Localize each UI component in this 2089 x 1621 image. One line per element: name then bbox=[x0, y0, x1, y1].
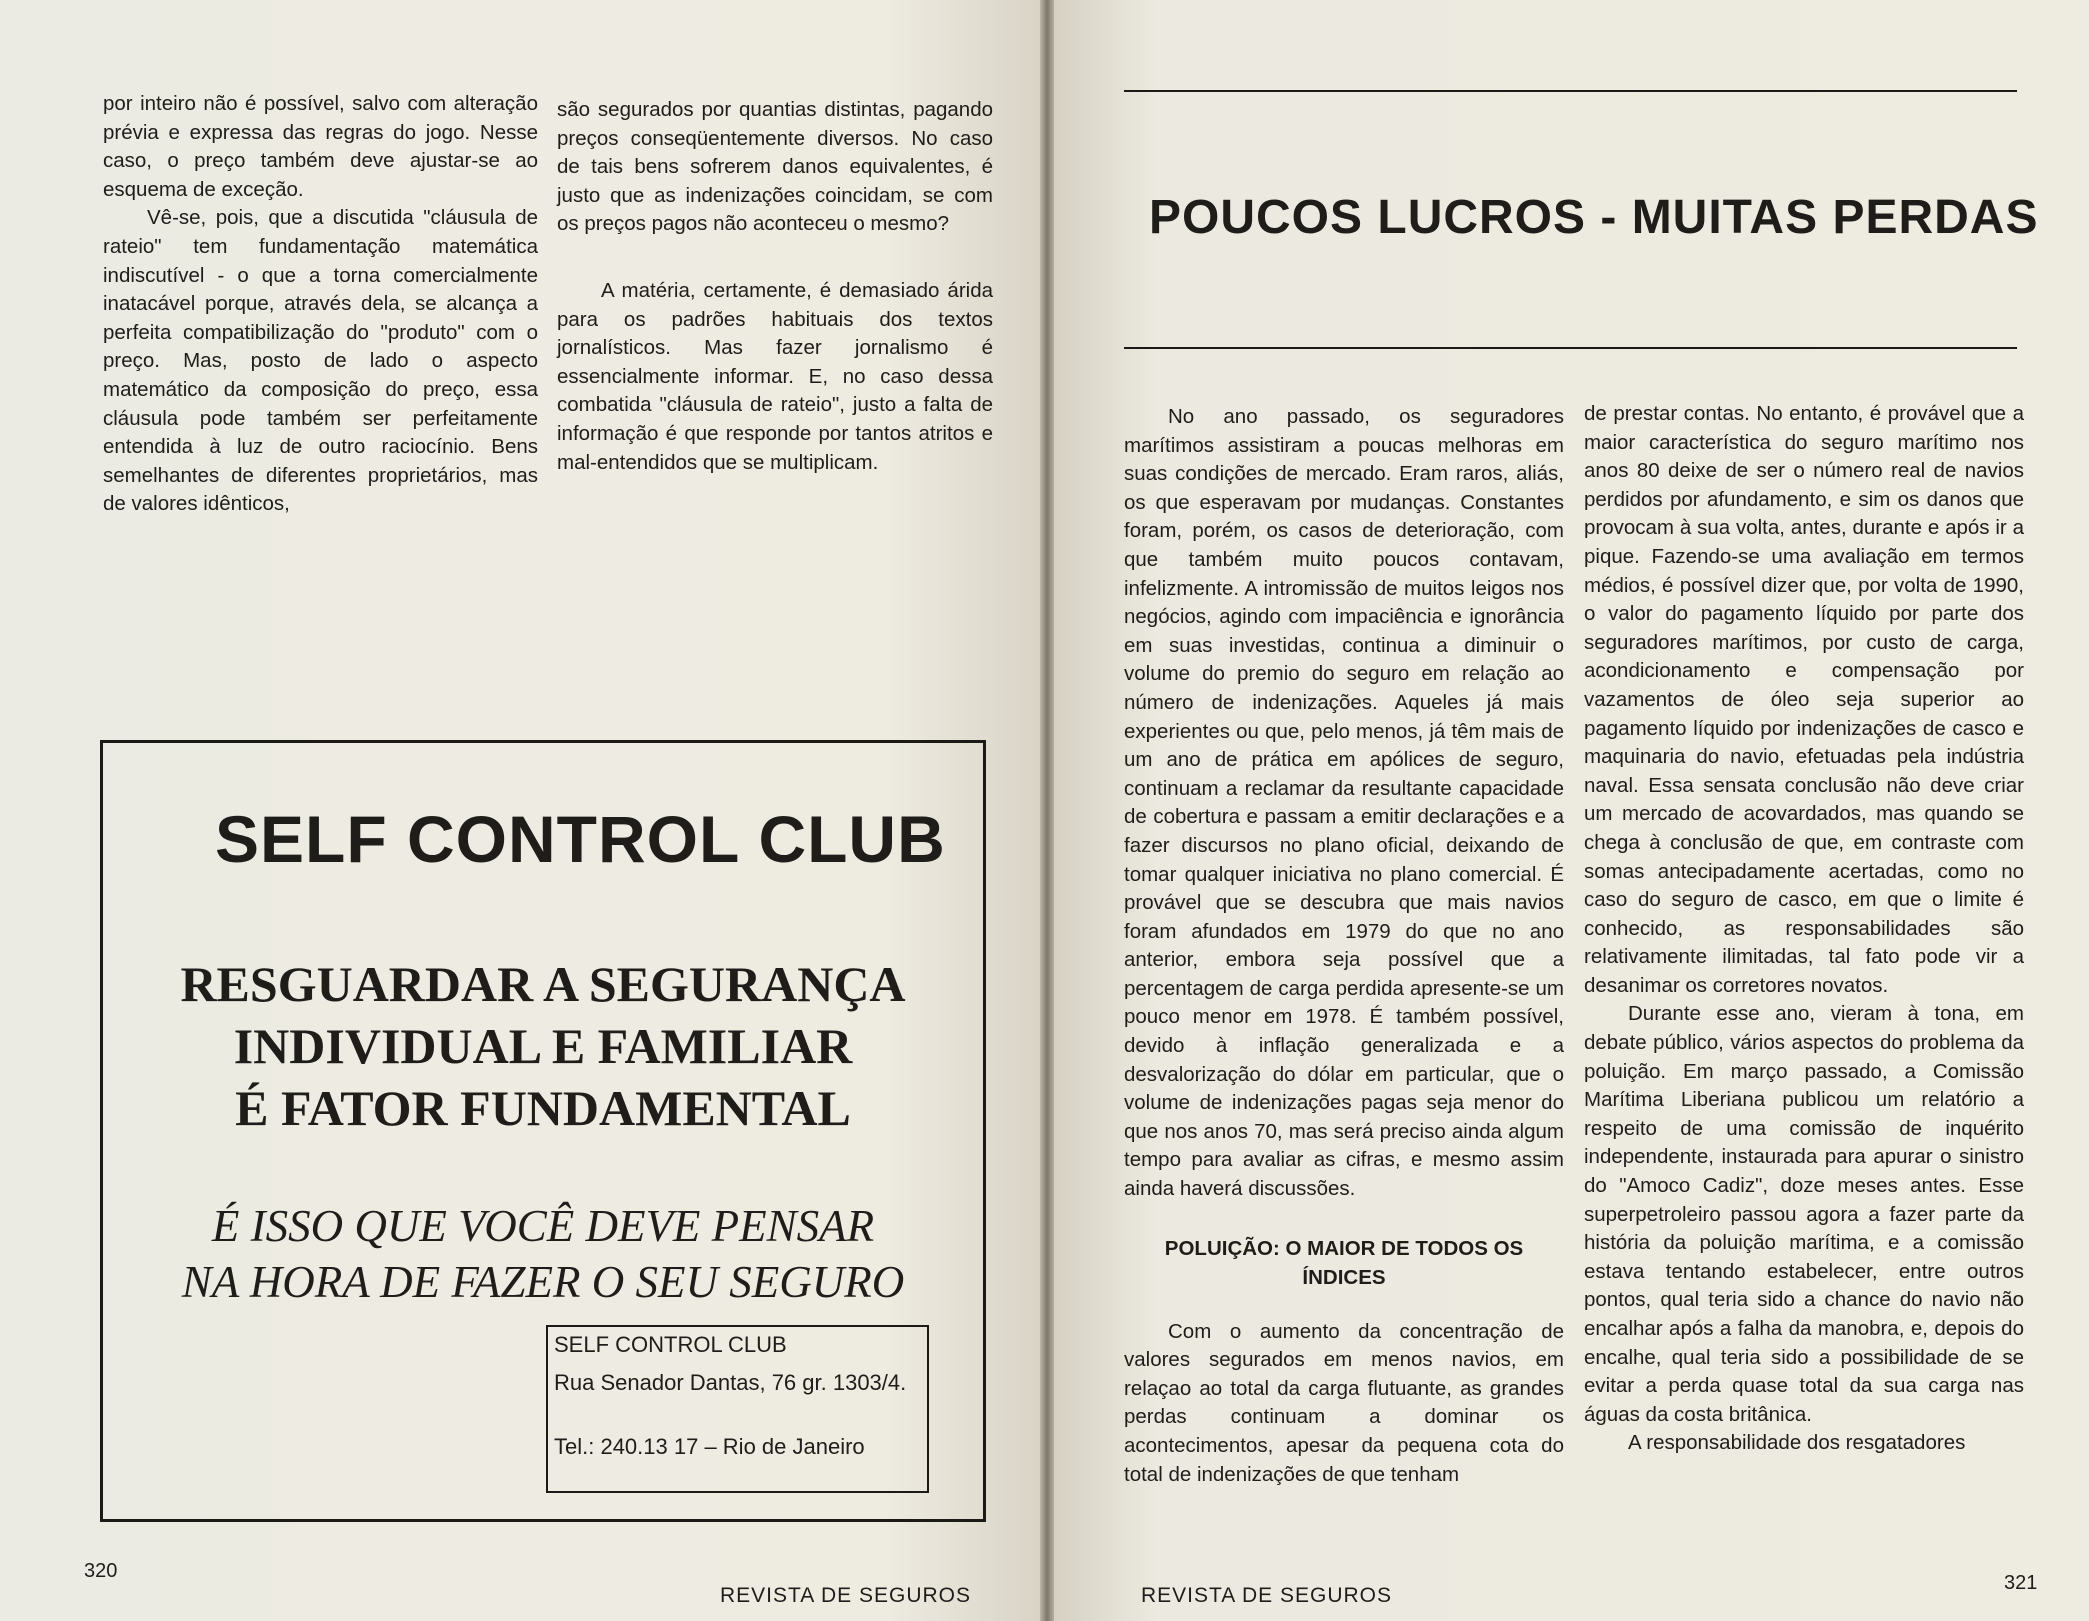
ad-slogan-line: RESGUARDAR A SEGURANÇA bbox=[180, 956, 906, 1012]
page-number: 320 bbox=[84, 1560, 118, 1582]
ad-tagline-line: NA HORA DE FAZER O SEU SEGURO bbox=[181, 1257, 905, 1307]
left-text-column-2 bbox=[557, 96, 993, 477]
right-text-column-1 bbox=[1124, 403, 1564, 1489]
paragraph: de prestar contas. No entanto, é provável que a maior característica do seguro marítimo nos anos 80 deixe de ser o número real de navios perdidos por afundamento, e sim os danos que provocam à sua volta, antes, durante e após ir a pique. Fazendo-se uma avaliação em termos médios, é possível dizer que, por volta de 1990, o valor do pagamento líquido por parte dos seguradores marítimos, por custo de carga, acondicionamento e compensação por vazamentos de óleo seja superior ao pagamento líquido por indenizações de casco e maquinaria do navio, efetuadas pela indústria naval. Essa sensata conclusão não deve criar um mercado de acovardados, mas quando se chega à conclusão de que, em contraste com somas antecipadamente acertadas, como no caso do seguro de casco, em que o limite é conhecido, as responsabilidades são relativamente ilimitadas, tal fato pode vir a desanimar os corretores novatos. bbox=[1584, 402, 2024, 997]
title-rule-top bbox=[1124, 90, 2017, 92]
paragraph: No ano passado, os seguradores marítimos assistiram a poucas melhoras em suas condições de mercado. Eram raros, aliás, os que esperavam por mudanças. Constantes foram, porém, os casos de deterioração, com que também muito poucos contavam, infelizmente. A intromissão de muitos leigos nos negócios, agindo com impaciência e ignorância em suas investidas, continua a diminuir o volume do premio do seguro em relação ao número de indenizações. Aqueles já mais experientes ou que, pelo menos, já têm mais de um ano de prática em apólices de seguro, continuam a reclamar da resultante capacidade de cobertura e passam a emitir declarações e a fazer discursos no plano oficial, deixando de tomar qualquer iniciativa no plano comercial. É provável que se descubra que mais navios foram afundados em 1979 do que no ano anterior, embora seja possível que a percentagem de carga perdida apresente-se um pouco menor em 1978. É também possível, devido à inflação generalizada e a desvalorização do dólar em particular, que o volume de indenizações pagas seja menor do que nos anos 70, mas será preciso ainda algum tempo para avaliar as cifras, e mesmo assim ainda haverá discussões. bbox=[1124, 405, 1564, 1201]
left-text-column-1 bbox=[103, 90, 538, 519]
paragraph: por inteiro não é possível, salvo com alteração prévia e expressa das regras do jogo. Nesse caso, o preço também deve ajustar-se ao esquema de exceção. bbox=[103, 92, 538, 201]
ad-tagline-line: É ISSO QUE VOCÊ DEVE PENSAR bbox=[211, 1201, 875, 1251]
contact-address: Rua Senador Dantas, 76 gr. 1303/4. bbox=[554, 1370, 907, 1395]
contact-phone: Tel.: 240.13 17 – Rio de Janeiro bbox=[554, 1434, 865, 1459]
ad-slogan bbox=[103, 953, 983, 1139]
ad-tagline bbox=[103, 1198, 983, 1310]
contact-name: SELF CONTROL CLUB bbox=[554, 1332, 787, 1357]
title-rule-bottom bbox=[1124, 347, 2017, 349]
paragraph: A matéria, certamente, é demasiado árida para os padrões habituais dos textos jornalísticos. Mas fazer jornalismo é essencialmente informar. E, no caso dessa combatida "cláusula de rateio", justo a falta de informação é que responde por tantos atritos e mal-entendidos que se multiplicam. bbox=[557, 278, 993, 474]
running-footer: REVISTA DE SEGUROS bbox=[1141, 1584, 1392, 1607]
section-subheading: POLUIÇÃO: O MAIOR DE TODOS OS ÍNDICES bbox=[1164, 1236, 1524, 1289]
paragraph: Durante esse ano, vieram à tona, em debate público, vários aspectos do problema da poluição. Em março passado, a Comissão Marítima Liberiana publicou um relatório a respeito de uma comissão de inquérito independente, instaurada para apurar o sinistro do "Amoco Cadiz", doze meses antes. Esse superpetroleiro passou agora a fazer parte da história da poluição marítima, e a comissão estava tentando estabelecer, entre outros pontos, qual teria sido a chance do navio não encalhar após a falha da manobra, e, depois do encalhe, qual teria sido a possibilidade de se evitar a perda quase total da sua carga nas águas da costa britânica. bbox=[1584, 1002, 2024, 1426]
article-title: POUCOS LUCROS - MUITAS PERDAS bbox=[1149, 191, 2039, 244]
ad-headline: SELF CONTROL CLUB bbox=[215, 802, 946, 876]
running-footer: REVISTA DE SEGUROS bbox=[720, 1584, 971, 1607]
advertisement-box bbox=[100, 740, 986, 1522]
paragraph: A responsabilidade dos resgatadores bbox=[1628, 1431, 1966, 1455]
paragraph: Com o aumento da concentração de valores segurados em menos navios, em relaçao ao total da carga flutuante, as grandes perdas continuam a dominar os acontecimentos, apesar da pequena cota do total de indenizações de que tenham bbox=[1124, 1319, 1564, 1486]
right-text-column-2 bbox=[1584, 400, 2024, 1458]
page-number: 321 bbox=[2004, 1572, 2038, 1594]
paragraph: são segurados por quantias distintas, pagando preços conseqüentemente diversos. No caso de tais bens sofrerem danos equivalentes, é justo que as indenizações coincidam, se com os preços pagos não aconteceu o mesmo? bbox=[557, 98, 993, 236]
ad-contact-box bbox=[546, 1325, 929, 1493]
right-page bbox=[1054, 0, 2089, 1621]
ad-slogan-line: INDIVIDUAL E FAMILIAR bbox=[233, 1018, 853, 1074]
paragraph: Vê-se, pois, que a discutida "cláusula de rateio" tem fundamentação matemática indiscutível - o que a torna comercialmente inatacável porque, através dela, se alcança a perfeita compatibilização do "produto" com o preço. Mas, posto de lado o aspecto matemático da composição do preço, essa cláusula pode também ser perfeitamente entendida à luz de outro raciocínio. Bens semelhantes de diferentes proprietários, mas de valores idênticos, bbox=[103, 206, 538, 516]
book-spine bbox=[1040, 0, 1054, 1621]
ad-slogan-line: É FATOR FUNDAMENTAL bbox=[235, 1080, 851, 1136]
left-page bbox=[0, 0, 1040, 1621]
